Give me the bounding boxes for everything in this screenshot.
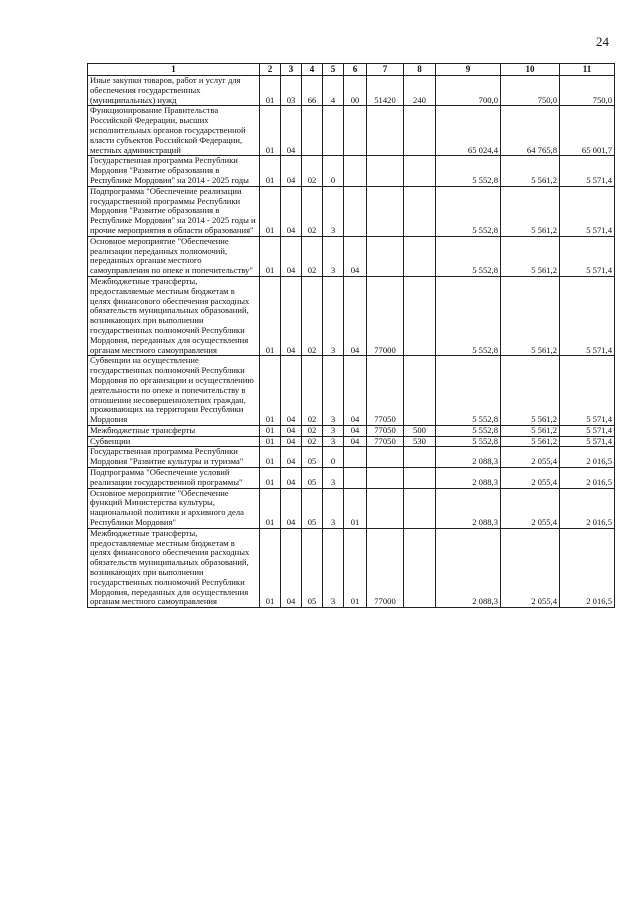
table-row: [88, 186, 615, 236]
amount-col10-cell: 2 055,4: [501, 488, 560, 528]
amount-col11-cell: 750,0: [560, 76, 615, 106]
section-code-cell: 01: [260, 106, 281, 156]
amount-col10-cell: 750,0: [501, 76, 560, 106]
subprogram-code-cell: 3: [323, 488, 344, 528]
program-code-cell: 05: [302, 468, 323, 489]
table-row: [88, 106, 615, 156]
table-row: [88, 276, 615, 355]
amount-col9-cell: 5 552,8: [436, 436, 501, 447]
program-code-cell: [302, 106, 323, 156]
header-cell: 5: [323, 64, 344, 76]
subsection-code-cell: 04: [281, 528, 302, 607]
row-name-cell: Государственная программа Республики Мордовия "Развитие образования в Республике Мордовия" на 2014 - 2025 годы: [88, 156, 260, 186]
expense-type-code-cell: [404, 447, 436, 468]
subprogram-code-cell: 4: [323, 76, 344, 106]
program-code-cell: 05: [302, 528, 323, 607]
expense-type-code-cell: [404, 186, 436, 236]
row-name-cell: Субвенции: [88, 436, 260, 447]
activity-code-cell: [344, 156, 367, 186]
section-code-cell: 01: [260, 528, 281, 607]
activity-code-cell: 00: [344, 76, 367, 106]
amount-col9-cell: 5 552,8: [436, 156, 501, 186]
section-code-cell: 01: [260, 488, 281, 528]
section-code-cell: 01: [260, 76, 281, 106]
subsection-code-cell: 04: [281, 236, 302, 276]
section-code-cell: 01: [260, 447, 281, 468]
direction-code-cell: 77000: [367, 528, 404, 607]
subprogram-code-cell: 0: [323, 156, 344, 186]
amount-col9-cell: 5 552,8: [436, 356, 501, 426]
amount-col11-cell: 5 571,4: [560, 356, 615, 426]
direction-code-cell: [367, 447, 404, 468]
direction-code-cell: 77050: [367, 436, 404, 447]
amount-col10-cell: 5 561,2: [501, 186, 560, 236]
activity-code-cell: [344, 447, 367, 468]
row-name-cell: Субвенции на осуществление государственных полномочий Республики Мордовия по организации и осуществлению деятельности по опеке и попечительству в отношении несовершеннолетних граждан, проживающих на территории Республики Мордовия: [88, 356, 260, 426]
amount-col9-cell: 5 552,8: [436, 186, 501, 236]
table-row: [88, 468, 615, 489]
direction-code-cell: [367, 488, 404, 528]
subsection-code-cell: 04: [281, 436, 302, 447]
activity-code-cell: [344, 186, 367, 236]
header-cell: 11: [560, 64, 615, 76]
row-name-cell: Межбюджетные трансферты, предоставляемые местным бюджетам в целях финансового обеспечения расходных обязательств муниципальных образований, возникающих при выполнении государственных полномочий Республики Мордовия, переданных для осуществления органам местного самоуправления: [88, 276, 260, 355]
amount-col10-cell: 5 561,2: [501, 425, 560, 436]
subprogram-code-cell: 3: [323, 356, 344, 426]
expense-type-code-cell: [404, 276, 436, 355]
amount-col11-cell: 5 571,4: [560, 436, 615, 447]
program-code-cell: 02: [302, 236, 323, 276]
table-row: [88, 528, 615, 607]
direction-code-cell: 77050: [367, 425, 404, 436]
subprogram-code-cell: 3: [323, 425, 344, 436]
header-cell: 10: [501, 64, 560, 76]
row-name-cell: Основное мероприятие "Обеспечение функций Министерства культуры, национальной политики и архивного дела Республики Мордовия": [88, 488, 260, 528]
row-name-cell: Межбюджетные трансферты, предоставляемые местным бюджетам в целях финансового обеспечения расходных обязательств муниципальных образований, возникающих при выполнении государственных полномочий Республики Мордовия, переданных для осуществления органам местного самоуправления: [88, 528, 260, 607]
section-code-cell: 01: [260, 436, 281, 447]
table-row: [88, 447, 615, 468]
expense-type-code-cell: 240: [404, 76, 436, 106]
program-code-cell: 02: [302, 436, 323, 447]
amount-col11-cell: 2 016,5: [560, 447, 615, 468]
amount-col10-cell: 5 561,2: [501, 276, 560, 355]
expense-type-code-cell: [404, 468, 436, 489]
amount-col10-cell: 5 561,2: [501, 156, 560, 186]
amount-col10-cell: 5 561,2: [501, 436, 560, 447]
amount-col10-cell: 64 765,8: [501, 106, 560, 156]
section-code-cell: 01: [260, 156, 281, 186]
activity-code-cell: 04: [344, 436, 367, 447]
subprogram-code-cell: 3: [323, 236, 344, 276]
amount-col11-cell: 5 571,4: [560, 236, 615, 276]
program-code-cell: 05: [302, 488, 323, 528]
subsection-code-cell: 04: [281, 356, 302, 426]
amount-col10-cell: 2 055,4: [501, 528, 560, 607]
table-row: [88, 76, 615, 106]
activity-code-cell: 01: [344, 528, 367, 607]
amount-col9-cell: 5 552,8: [436, 425, 501, 436]
header-row: [88, 64, 615, 76]
row-name-cell: Государственная программа Республики Мордовия "Развитие культуры и туризма": [88, 447, 260, 468]
header-cell: 3: [281, 64, 302, 76]
amount-col11-cell: 5 571,4: [560, 186, 615, 236]
section-code-cell: 01: [260, 186, 281, 236]
subsection-code-cell: 04: [281, 156, 302, 186]
amount-col9-cell: 2 088,3: [436, 528, 501, 607]
amount-col11-cell: 65 001,7: [560, 106, 615, 156]
amount-col10-cell: 2 055,4: [501, 447, 560, 468]
subprogram-code-cell: 3: [323, 436, 344, 447]
table-row: [88, 436, 615, 447]
activity-code-cell: [344, 468, 367, 489]
amount-col10-cell: 5 561,2: [501, 356, 560, 426]
activity-code-cell: [344, 106, 367, 156]
subsection-code-cell: 04: [281, 488, 302, 528]
activity-code-cell: 04: [344, 425, 367, 436]
program-code-cell: 02: [302, 156, 323, 186]
subsection-code-cell: 04: [281, 276, 302, 355]
table-row: [88, 236, 615, 276]
header-cell: 7: [367, 64, 404, 76]
amount-col9-cell: 2 088,3: [436, 447, 501, 468]
subsection-code-cell: 04: [281, 106, 302, 156]
table-body: [88, 76, 615, 608]
section-code-cell: 01: [260, 236, 281, 276]
row-name-cell: Функционирование Правительства Российской Федерации, высших исполнительных органов государственной власти субъектов Российской Федерации, местных администраций: [88, 106, 260, 156]
header-cell: 1: [88, 64, 260, 76]
amount-col11-cell: 2 016,5: [560, 468, 615, 489]
expense-type-code-cell: [404, 156, 436, 186]
header-cell: 4: [302, 64, 323, 76]
activity-code-cell: 01: [344, 488, 367, 528]
budget-table: [87, 63, 615, 608]
row-name-cell: Межбюджетные трансферты: [88, 425, 260, 436]
section-code-cell: 01: [260, 356, 281, 426]
program-code-cell: 02: [302, 425, 323, 436]
expense-type-code-cell: 500: [404, 425, 436, 436]
subsection-code-cell: 03: [281, 76, 302, 106]
subsection-code-cell: 04: [281, 425, 302, 436]
amount-col10-cell: 5 561,2: [501, 236, 560, 276]
table-row: [88, 356, 615, 426]
amount-col9-cell: 700,0: [436, 76, 501, 106]
amount-col9-cell: 5 552,8: [436, 236, 501, 276]
page-number: 24: [596, 34, 609, 49]
row-name-cell: Подпрограмма "Обеспечение условий реализации государственной программы": [88, 468, 260, 489]
direction-code-cell: [367, 468, 404, 489]
direction-code-cell: [367, 186, 404, 236]
table-row: [88, 488, 615, 528]
expense-type-code-cell: [404, 356, 436, 426]
activity-code-cell: 04: [344, 356, 367, 426]
program-code-cell: 02: [302, 276, 323, 355]
amount-col11-cell: 5 571,4: [560, 156, 615, 186]
direction-code-cell: [367, 236, 404, 276]
row-name-cell: Иные закупки товаров, работ и услуг для обеспечения государственных (муниципальных) нужд: [88, 76, 260, 106]
amount-col9-cell: 5 552,8: [436, 276, 501, 355]
expense-type-code-cell: [404, 528, 436, 607]
program-code-cell: 05: [302, 447, 323, 468]
header-cell: 6: [344, 64, 367, 76]
direction-code-cell: 77050: [367, 356, 404, 426]
amount-col10-cell: 2 055,4: [501, 468, 560, 489]
activity-code-cell: 04: [344, 276, 367, 355]
activity-code-cell: 04: [344, 236, 367, 276]
header-cell: 9: [436, 64, 501, 76]
header-cell: 2: [260, 64, 281, 76]
program-code-cell: 02: [302, 356, 323, 426]
section-code-cell: 01: [260, 276, 281, 355]
table-row: [88, 156, 615, 186]
subprogram-code-cell: [323, 106, 344, 156]
program-code-cell: 66: [302, 76, 323, 106]
header-cell: 8: [404, 64, 436, 76]
row-name-cell: Основное мероприятие "Обеспечение реализации переданных полномочий, переданных органам местного самоуправления по опеке и попечительству": [88, 236, 260, 276]
amount-col9-cell: 65 024,4: [436, 106, 501, 156]
direction-code-cell: 51420: [367, 76, 404, 106]
amount-col11-cell: 5 571,4: [560, 276, 615, 355]
expense-type-code-cell: [404, 236, 436, 276]
amount-col11-cell: 2 016,5: [560, 528, 615, 607]
amount-col11-cell: 5 571,4: [560, 425, 615, 436]
subprogram-code-cell: 3: [323, 528, 344, 607]
direction-code-cell: [367, 156, 404, 186]
subprogram-code-cell: 0: [323, 447, 344, 468]
subprogram-code-cell: 3: [323, 276, 344, 355]
program-code-cell: 02: [302, 186, 323, 236]
subprogram-code-cell: 3: [323, 186, 344, 236]
table-row: [88, 425, 615, 436]
amount-col9-cell: 2 088,3: [436, 488, 501, 528]
subsection-code-cell: 04: [281, 468, 302, 489]
amount-col11-cell: 2 016,5: [560, 488, 615, 528]
section-code-cell: 01: [260, 468, 281, 489]
expense-type-code-cell: [404, 488, 436, 528]
section-code-cell: 01: [260, 425, 281, 436]
row-name-cell: Подпрограмма "Обеспечение реализации государственной программы Республики Мордовия "Развитие образования в Республике Мордовия" на 2014 - 2025 годы и прочие мероприятия в области образования": [88, 186, 260, 236]
direction-code-cell: [367, 106, 404, 156]
subprogram-code-cell: 3: [323, 468, 344, 489]
subsection-code-cell: 04: [281, 447, 302, 468]
direction-code-cell: 77000: [367, 276, 404, 355]
expense-type-code-cell: 530: [404, 436, 436, 447]
subsection-code-cell: 04: [281, 186, 302, 236]
amount-col9-cell: 2 088,3: [436, 468, 501, 489]
expense-type-code-cell: [404, 106, 436, 156]
